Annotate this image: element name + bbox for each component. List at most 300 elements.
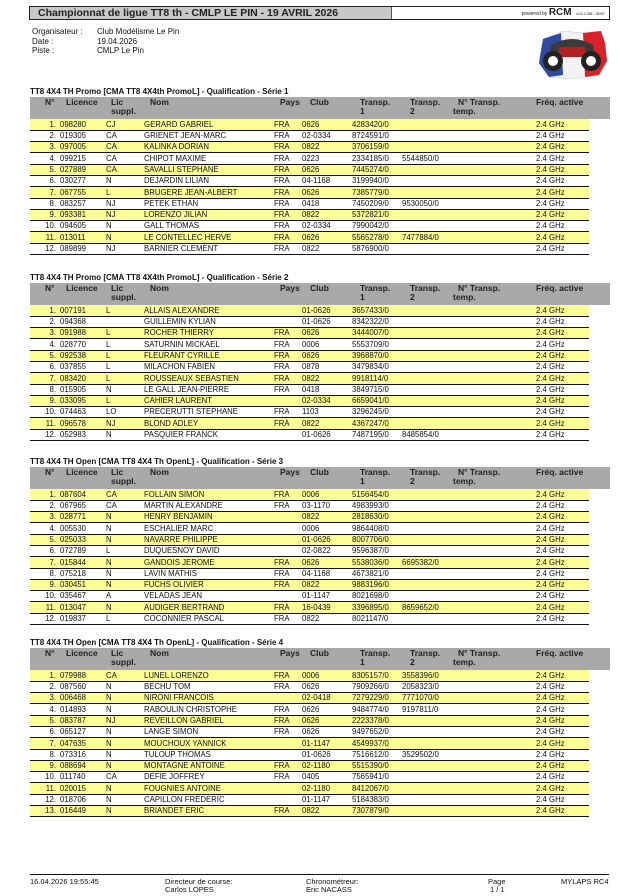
col-header-sub: suppl. <box>111 476 137 486</box>
cell-nom: PASQUIER FRANCK <box>144 430 218 440</box>
cell-n: 4. <box>49 153 56 163</box>
table-row[interactable] <box>30 738 589 749</box>
cell-t1: 3849715/0 <box>352 384 389 394</box>
col-header-nom: Nom <box>150 648 169 658</box>
table-row[interactable] <box>30 232 589 243</box>
cell-nom: SATURNIN MICKAEL <box>144 339 220 349</box>
cell-lic: N <box>106 557 144 568</box>
cell-tt <box>450 175 536 186</box>
cell-t2 <box>402 613 450 624</box>
cell-pays: FRA <box>274 131 290 141</box>
table-row[interactable] <box>30 681 589 692</box>
cell-tt <box>450 305 536 316</box>
cell-licence: 014893 <box>60 704 87 714</box>
cell-tt <box>450 794 536 805</box>
cell-nom: SAVALLI STEPHANE <box>144 164 274 175</box>
cell-club: 02-0334 <box>302 131 331 141</box>
cell-tt <box>450 373 536 384</box>
cell-tt <box>450 384 536 395</box>
cell-licence: 025033 <box>60 534 106 545</box>
cell-pays <box>274 395 302 406</box>
table-row[interactable] <box>30 350 589 361</box>
cell-n: 9. <box>30 760 60 771</box>
table-row[interactable] <box>30 209 589 220</box>
cell-lic: CA <box>106 131 117 141</box>
cell-t1: 8021698/0 <box>352 591 389 601</box>
piste-value: CMLP Le Pin <box>97 46 144 55</box>
cell-club: 04-1168 <box>302 176 331 186</box>
cell-lic: CA <box>106 772 117 782</box>
table-row[interactable] <box>30 512 589 523</box>
cell-nom: MOUCHOUX YANNICK <box>144 738 274 749</box>
col-header-transp2: Transp. <box>410 467 441 477</box>
table-row[interactable] <box>30 613 589 624</box>
cell-t2 <box>402 500 450 511</box>
cell-club: 02-0334 <box>302 221 331 231</box>
col-header-sub: 2 <box>410 476 415 486</box>
cell-pays: FRA <box>274 339 290 349</box>
cell-freq: 2.4 GHz <box>536 501 565 511</box>
cell-licence: 096578 <box>60 418 106 429</box>
cell-pays <box>274 693 302 704</box>
cell-nom: GANDOIS JEROME <box>144 557 274 568</box>
col-header-pays: Pays <box>280 467 300 477</box>
cell-t1: 7385779/0 <box>352 187 402 198</box>
cell-nom: CAPILLON FREDERIC <box>144 795 225 805</box>
cell-freq: 2.4 GHz <box>536 221 565 231</box>
cell-pays: FRA <box>274 727 290 737</box>
table-row[interactable] <box>30 418 589 429</box>
cell-t2 <box>402 489 450 500</box>
cell-pays: FRA <box>274 328 302 339</box>
cell-club: 02-0334 <box>302 395 352 406</box>
cell-nom: FOUGNIES ANTOINE <box>144 783 274 794</box>
cell-t1: 3296245/0 <box>352 407 389 417</box>
table-row[interactable] <box>30 243 589 254</box>
cell-tt <box>450 350 536 361</box>
cell-nom: FLEURANT CYRILLE <box>144 350 274 361</box>
cell-lic: L <box>106 350 144 361</box>
cell-club: 0822 <box>302 142 352 153</box>
cell-t1: 5372821/0 <box>352 209 402 220</box>
page-footer <box>30 874 609 894</box>
cell-freq: 2.4 GHz <box>536 198 565 208</box>
cell-licence: 027889 <box>60 164 106 175</box>
cell-lic: L <box>106 362 111 372</box>
table-row[interactable] <box>30 704 589 715</box>
cell-t1: 8724591/0 <box>352 131 389 141</box>
cell-tt <box>450 704 536 715</box>
cell-club: 0405 <box>302 772 320 782</box>
section-title: TT8 4X4 TH Open [CMA TT8 4X4 Th OpenL] - Qualification - Série 4 <box>30 638 284 647</box>
table-row[interactable] <box>30 749 589 760</box>
table-header <box>30 467 610 489</box>
cell-tt <box>450 119 536 130</box>
cell-t1: 5156454/0 <box>352 489 402 500</box>
col-header-nom: Nom <box>150 467 169 477</box>
cell-nom: BRIANDET ERIC <box>144 806 274 817</box>
cell-lic: N <box>106 749 112 759</box>
table-row[interactable] <box>30 534 589 545</box>
col-header-sub: suppl. <box>111 292 137 302</box>
cell-tt <box>450 164 536 175</box>
cell-lic <box>106 316 144 327</box>
col-header-club: Club <box>310 97 329 107</box>
table-row[interactable] <box>30 316 589 327</box>
cell-club: 0878 <box>302 362 320 372</box>
cell-n: 7. <box>30 187 60 198</box>
col-header-transp1: Transp. <box>360 467 391 477</box>
cell-club: 03-1170 <box>302 501 331 511</box>
cell-tt <box>450 670 536 681</box>
cell-t2 <box>402 783 450 794</box>
cell-tt <box>450 407 536 418</box>
cell-t1: 5538036/0 <box>352 557 402 568</box>
col-header-n: N° <box>45 648 55 658</box>
cell-tt <box>450 693 536 704</box>
table-row[interactable] <box>30 395 589 406</box>
cell-t2 <box>402 130 450 141</box>
cell-club: 02-1180 <box>302 760 352 771</box>
cell-club: 0626 <box>302 187 352 198</box>
cell-lic: CA <box>106 164 144 175</box>
table-row[interactable] <box>30 187 589 198</box>
cell-pays: FRA <box>274 384 290 394</box>
table-row[interactable] <box>30 545 589 556</box>
table-row[interactable] <box>30 153 589 164</box>
cell-n: 12. <box>45 795 56 805</box>
cell-lic: N <box>106 682 112 692</box>
cell-lic: N <box>106 523 112 533</box>
table-row[interactable] <box>30 164 589 175</box>
cell-licence: 028771 <box>60 512 106 523</box>
cell-n: 5. <box>30 715 60 726</box>
cell-pays: FRA <box>274 579 302 590</box>
table-header <box>30 283 610 305</box>
cell-nom: GUILLEMIN KYLIAN <box>144 317 216 327</box>
cell-licence: 091988 <box>60 328 106 339</box>
col-header-sub: 1 <box>360 106 365 116</box>
cell-n: 4. <box>49 339 56 349</box>
cell-licence: 083420 <box>60 373 106 384</box>
cell-t1: 3706159/0 <box>352 142 402 153</box>
cell-lic: N <box>106 760 144 771</box>
cell-nom: HENRY BENJAMIN <box>144 512 274 523</box>
cell-freq: 2.4 GHz <box>536 209 589 220</box>
cell-nom: GERARD GABRIEL <box>144 119 274 130</box>
cell-freq: 2.4 GHz <box>536 328 589 339</box>
col-header-lic: Lic <box>111 648 124 658</box>
table-row[interactable] <box>30 142 589 153</box>
cell-t2 <box>402 361 450 372</box>
cell-licence: 013011 <box>60 232 106 243</box>
col-header-transp1: Transp. <box>360 283 391 293</box>
table-row[interactable] <box>30 119 589 130</box>
cell-licence: 030451 <box>60 579 106 590</box>
cell-t1: 7445274/0 <box>352 164 402 175</box>
table-header <box>30 97 610 119</box>
cell-tt <box>450 738 536 749</box>
cell-lic: N <box>106 704 112 714</box>
cell-lic: N <box>106 568 112 578</box>
table-row[interactable] <box>30 670 589 681</box>
table-row[interactable] <box>30 568 589 579</box>
cell-licence: 067755 <box>60 187 106 198</box>
col-header-freq: Fréq. active <box>536 467 584 477</box>
col-header-pays: Pays <box>280 283 300 293</box>
cell-t2 <box>402 142 450 153</box>
cell-club: 0006 <box>302 670 352 681</box>
table-row[interactable] <box>30 602 589 613</box>
cell-n: 12. <box>45 614 56 624</box>
cell-freq: 2.4 GHz <box>536 704 565 714</box>
cell-t1: 2818630/0 <box>352 512 402 523</box>
col-header-transp-temp: N° Transp. <box>458 467 501 477</box>
cell-freq: 2.4 GHz <box>536 602 589 613</box>
table-row[interactable] <box>30 715 589 726</box>
cell-freq: 2.4 GHz <box>536 153 565 163</box>
cell-licence: 073316 <box>60 749 87 759</box>
cell-t2 <box>402 794 450 805</box>
col-header-sub: temp. <box>453 657 476 667</box>
cell-club: 01-0626 <box>302 430 331 440</box>
results-section <box>30 272 610 441</box>
table-row[interactable] <box>30 339 589 350</box>
col-header-licence: Licence <box>66 648 98 658</box>
print-timestamp: 16.04.2026 19:55:45 <box>30 877 99 886</box>
table-row[interactable] <box>30 198 589 209</box>
cell-t1: 7279229/0 <box>352 693 402 704</box>
table-row[interactable] <box>30 772 589 783</box>
directeur-value: Carlos LOPES <box>165 885 214 894</box>
report-title-bar <box>29 6 610 20</box>
table-row[interactable] <box>30 407 589 418</box>
table-row[interactable] <box>30 130 589 141</box>
cell-pays <box>274 512 302 523</box>
cell-nom: LORENZO JILIAN <box>144 209 274 220</box>
cell-lic: N <box>106 738 144 749</box>
cell-freq: 2.4 GHz <box>536 534 589 545</box>
table-row[interactable] <box>30 373 589 384</box>
cell-licence: 015905 <box>60 384 87 394</box>
cell-licence: 016449 <box>60 806 106 817</box>
cell-club: 0822 <box>302 418 352 429</box>
event-meta <box>32 27 179 56</box>
cell-club: 01-1147 <box>302 795 331 805</box>
cell-licence: 094368 <box>60 317 87 327</box>
cell-n: 3. <box>30 142 60 153</box>
cell-t1: 7307879/0 <box>352 806 402 817</box>
col-header-transp-temp: N° Transp. <box>458 283 501 293</box>
cell-nom: REVEILLON GABRIEL <box>144 715 274 726</box>
cell-t1: 8305157/0 <box>352 670 402 681</box>
cell-lic: NJ <box>106 244 116 254</box>
cell-licence: 035467 <box>60 591 87 601</box>
table-row[interactable] <box>30 328 589 339</box>
cell-licence: 098280 <box>60 119 106 130</box>
cell-licence: 079988 <box>60 670 106 681</box>
col-header-nom: Nom <box>150 283 169 293</box>
col-header-pays: Pays <box>280 648 300 658</box>
cell-licence: 037855 <box>60 362 87 372</box>
cell-lic: CA <box>106 142 144 153</box>
cell-club: 0006 <box>302 523 320 533</box>
powered-by-label: powered by <box>521 11 548 17</box>
cell-t2 <box>402 350 450 361</box>
table-row[interactable] <box>30 221 589 232</box>
cell-n: 1. <box>30 670 60 681</box>
cell-pays: FRA <box>274 806 302 817</box>
cell-pays: FRA <box>274 772 290 782</box>
cell-t1: 9497652/0 <box>352 727 389 737</box>
cell-n: 1. <box>30 489 60 500</box>
cell-t2 <box>402 512 450 523</box>
cell-licence: 083787 <box>60 715 106 726</box>
cell-licence: 065127 <box>60 727 87 737</box>
cell-club: 0626 <box>302 704 320 714</box>
table-row[interactable] <box>30 384 589 395</box>
col-header-transp1: Transp. <box>360 97 391 107</box>
cell-t2 <box>402 164 450 175</box>
col-header-transp1: Transp. <box>360 648 391 658</box>
table-row[interactable] <box>30 557 589 568</box>
club-logo-icon <box>533 25 611 83</box>
cell-lic: N <box>106 783 144 794</box>
table-row[interactable] <box>30 794 589 805</box>
cell-n: 2. <box>49 501 56 511</box>
cell-pays: FRA <box>274 760 302 771</box>
cell-nom: BECHU TOM <box>144 682 191 692</box>
cell-freq: 2.4 GHz <box>536 682 565 692</box>
cell-pays: FRA <box>274 164 302 175</box>
table-row[interactable] <box>30 783 589 794</box>
col-header-sub: suppl. <box>111 657 137 667</box>
table-row[interactable] <box>30 429 589 440</box>
cell-licence: 020015 <box>60 783 106 794</box>
table-row[interactable] <box>30 579 589 590</box>
table-row[interactable] <box>30 693 589 704</box>
cell-tt <box>450 557 536 568</box>
cell-lic: N <box>106 602 144 613</box>
col-header-lic: Lic <box>111 467 124 477</box>
cell-licence: 033095 <box>60 395 106 406</box>
cell-t1: 3657433/0 <box>352 305 402 316</box>
cell-t1: 4673821/0 <box>352 568 389 578</box>
cell-tt <box>450 783 536 794</box>
cell-pays: FRA <box>274 350 302 361</box>
cell-t2 <box>402 726 450 737</box>
cell-tt <box>450 243 536 254</box>
cell-t1: 5876900/0 <box>352 244 389 254</box>
table-row[interactable] <box>30 726 589 737</box>
cell-licence: 019305 <box>60 131 87 141</box>
cell-tt <box>450 579 536 590</box>
results-table <box>30 670 589 817</box>
cell-n: 11. <box>30 783 60 794</box>
cell-pays: FRA <box>274 602 302 613</box>
cell-licence: 087560 <box>60 682 87 692</box>
cell-freq: 2.4 GHz <box>536 614 565 624</box>
cell-n: 6. <box>49 727 56 737</box>
cell-t1: 7990042/0 <box>352 221 389 231</box>
cell-tt <box>450 760 536 771</box>
page-number: 1 / 1 <box>490 885 505 894</box>
col-header-transp2: Transp. <box>410 97 441 107</box>
table-row[interactable] <box>30 489 589 500</box>
cell-t2 <box>402 328 450 339</box>
cell-lic: NJ <box>106 209 144 220</box>
cell-t2: 8485854/0 <box>402 430 439 440</box>
cell-club: 1103 <box>302 407 319 417</box>
cell-club: 0006 <box>302 339 320 349</box>
cell-club: 0822 <box>302 373 352 384</box>
col-header-n: N° <box>45 283 55 293</box>
cell-licence: 092538 <box>60 350 106 361</box>
table-row[interactable] <box>30 175 589 186</box>
col-header-n: N° <box>45 467 55 477</box>
cell-t1: 7565941/0 <box>352 772 389 782</box>
col-header-sub: 2 <box>410 106 415 116</box>
cell-nom: ROUSSEAUX SEBASTIEN <box>144 373 274 384</box>
cell-pays: FRA <box>274 373 302 384</box>
cell-freq: 2.4 GHz <box>536 305 589 316</box>
table-row[interactable] <box>30 760 589 771</box>
cell-t1: 7487195/0 <box>352 430 389 440</box>
cell-freq: 2.4 GHz <box>536 693 589 704</box>
cell-pays <box>274 794 302 805</box>
cell-pays: FRA <box>274 568 290 578</box>
table-row[interactable] <box>30 500 589 511</box>
cell-pays <box>274 591 302 602</box>
cell-lic: CJ <box>106 119 144 130</box>
cell-t1: 3968870/0 <box>352 350 402 361</box>
results-section <box>30 456 610 625</box>
cell-freq: 2.4 GHz <box>536 806 589 817</box>
table-row[interactable] <box>30 806 589 817</box>
cell-pays: FRA <box>274 142 302 153</box>
cell-tt <box>450 418 536 429</box>
table-header <box>30 648 610 670</box>
cell-pays: FRA <box>274 176 290 186</box>
cell-t2 <box>402 591 450 602</box>
cell-nom: DUQUESNOY DAVID <box>144 546 220 556</box>
cell-t1: 7450209/0 <box>352 198 389 208</box>
cell-lic: L <box>106 328 144 339</box>
col-header-transp-temp: N° Transp. <box>458 97 501 107</box>
col-header-sub: suppl. <box>111 106 137 116</box>
table-row[interactable] <box>30 305 589 316</box>
section-title: TT8 4X4 TH Promo [CMA TT8 4X4th PromoL] - Qualification - Série 2 <box>30 273 289 282</box>
table-row[interactable] <box>30 591 589 602</box>
cell-t2 <box>402 806 450 817</box>
cell-lic: CA <box>106 670 144 681</box>
cell-lic: A <box>106 591 112 601</box>
cell-licence: 006468 <box>60 693 106 704</box>
cell-pays: FRA <box>274 209 302 220</box>
cell-lic: N <box>106 806 144 817</box>
table-row[interactable] <box>30 361 589 372</box>
cell-n: 8. <box>49 749 56 759</box>
cell-tt <box>450 232 536 243</box>
cell-tt <box>450 534 536 545</box>
cell-freq: 2.4 GHz <box>536 523 565 533</box>
cell-t1: 9596387/0 <box>352 546 389 556</box>
cell-n: 3. <box>30 328 60 339</box>
table-row[interactable] <box>30 523 589 534</box>
cell-lic: L <box>106 187 144 198</box>
cell-club: 0626 <box>302 682 320 692</box>
cell-t2 <box>402 523 450 534</box>
